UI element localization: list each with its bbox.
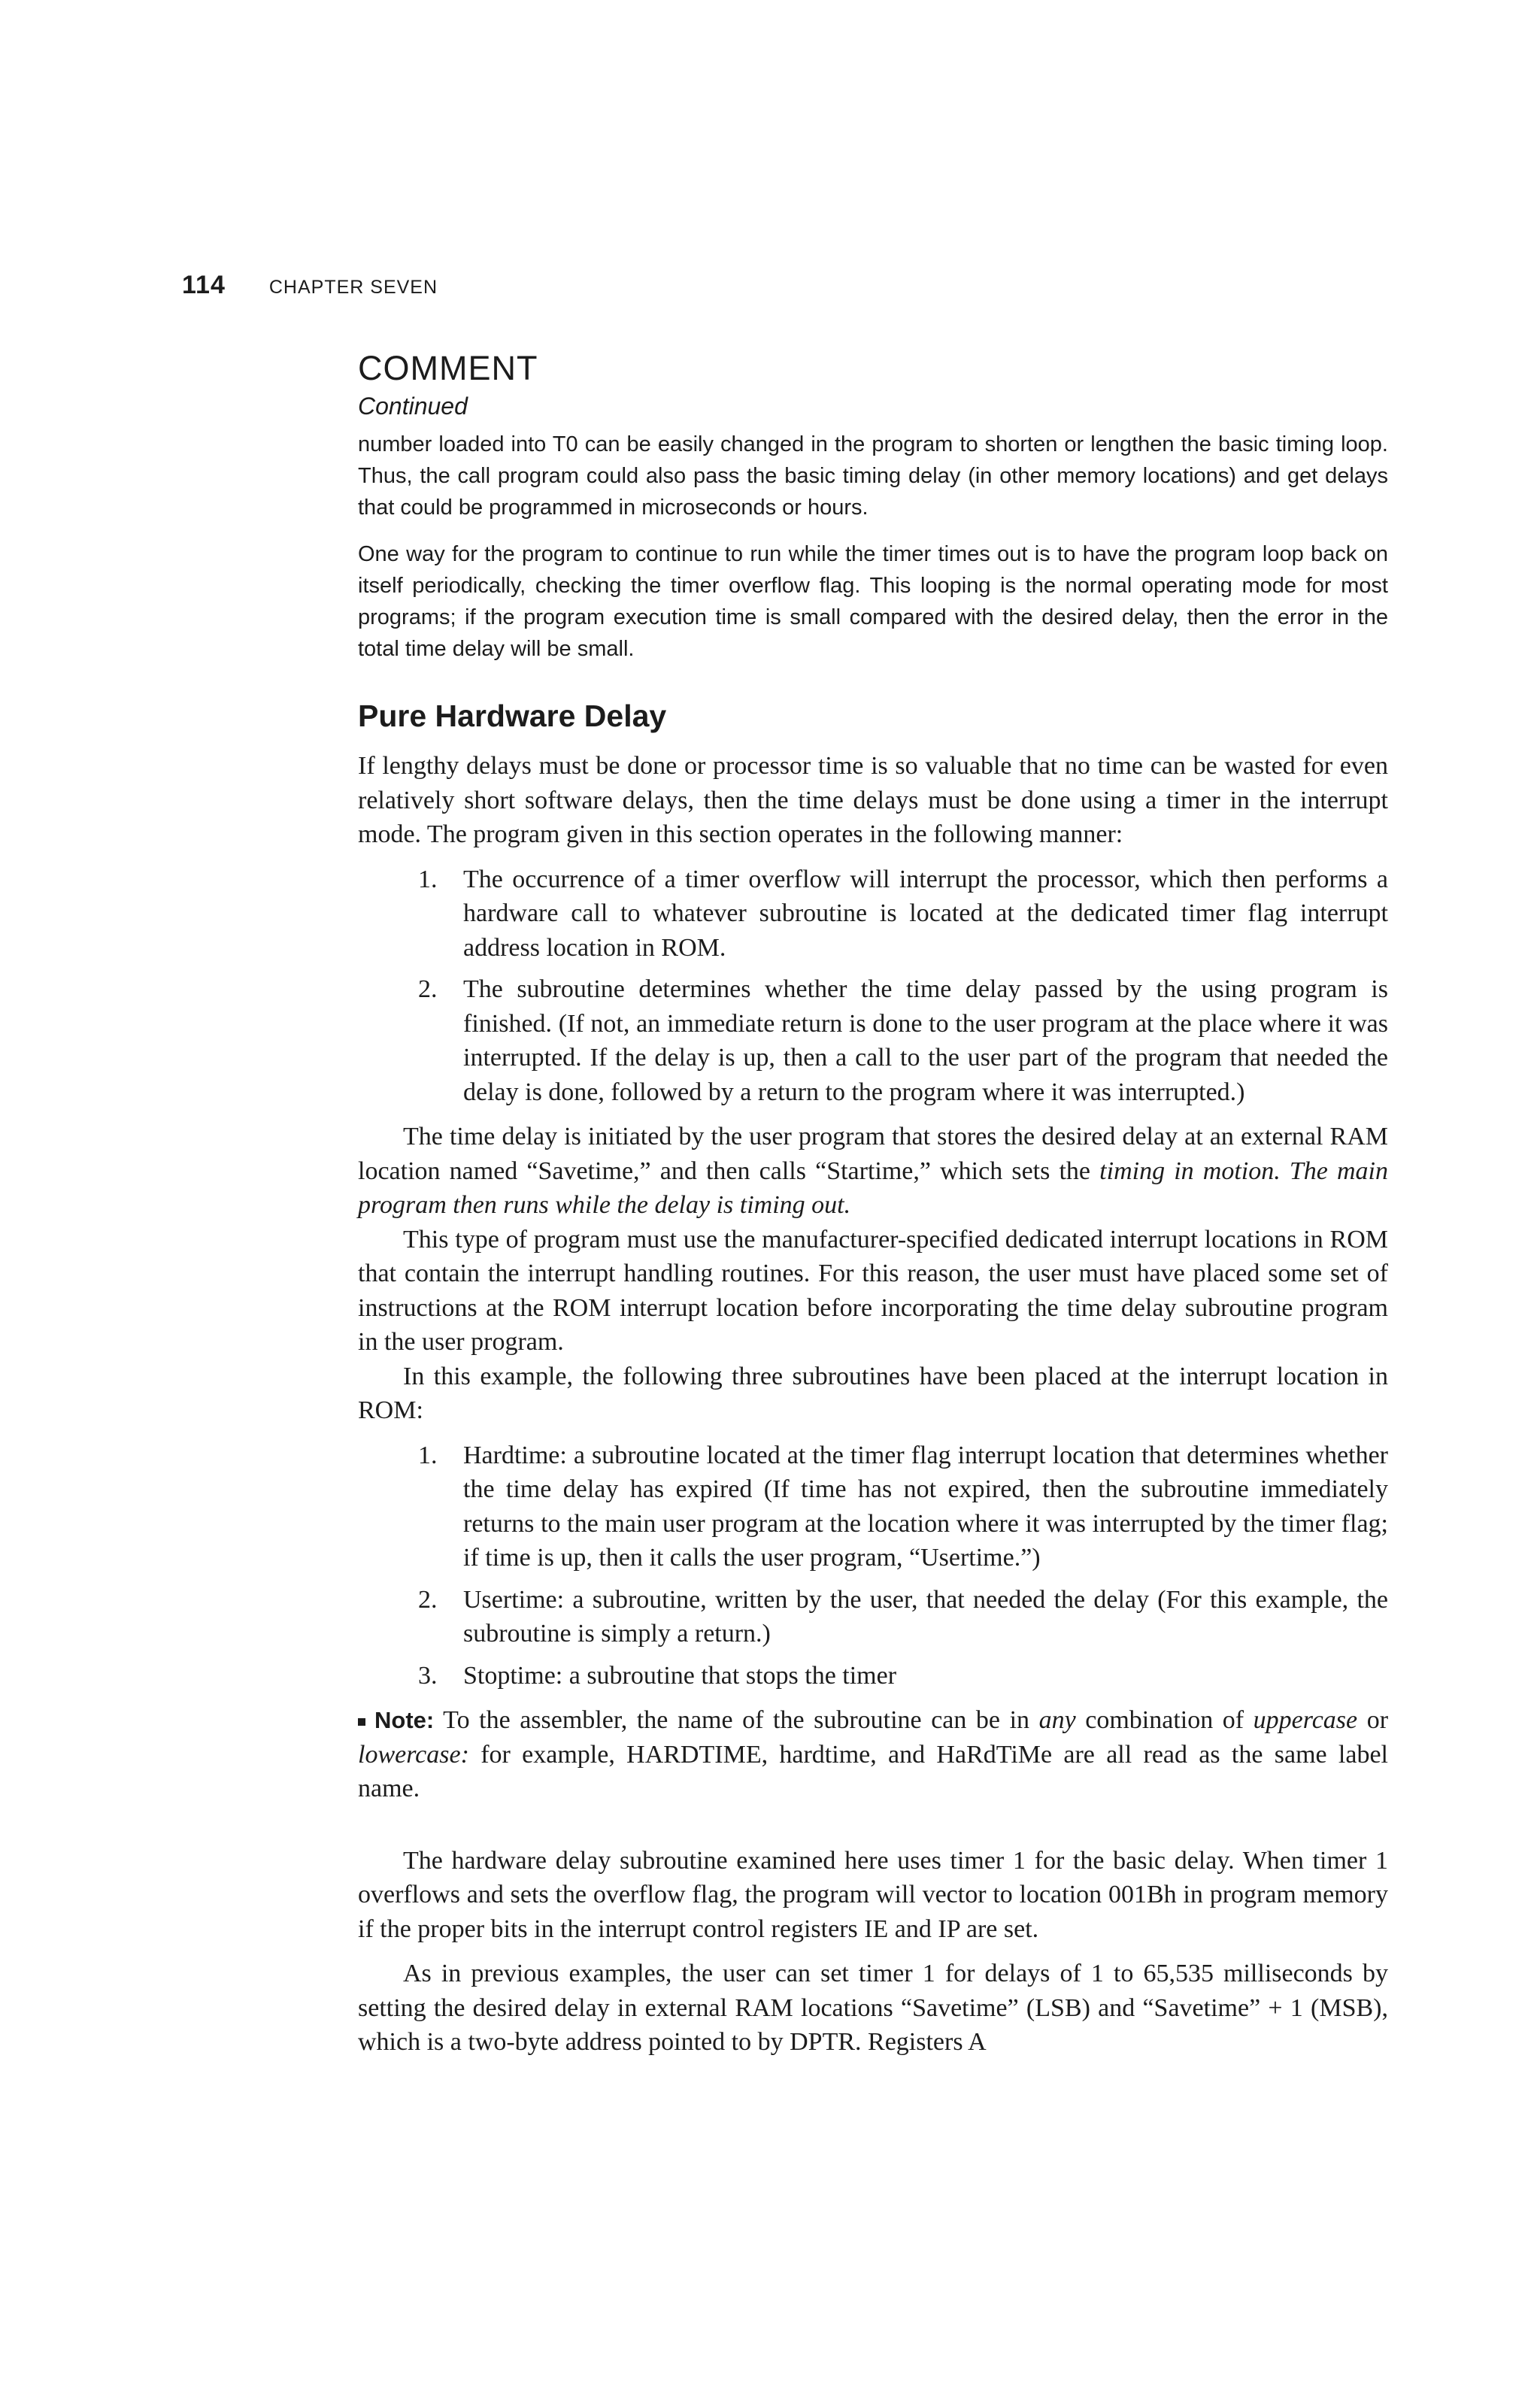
body-text — [358, 749, 1388, 2060]
note-emphasis: uppercase — [1253, 1706, 1358, 1734]
intro-paragraph: If lengthy delays must be done or processor time is so valuable that no time can be wasted for even relatively short software delays, then the time delays must be done using a timer in the interrupt mode. The program given in this section operates in the following manner: — [358, 752, 1388, 848]
comment-heading: COMMENT — [358, 349, 538, 387]
list-number: 3. — [418, 1661, 438, 1690]
note-label: Note: — [374, 1707, 435, 1733]
list-text: Stoptime: a subroutine that stops the timer — [463, 1661, 897, 1690]
initiated-text: The time delay is initiated by the user program that stores the desired delay at an external RAM location named “Savetime,” and then calls “Startime,” which sets the — [358, 1123, 1388, 1185]
comment-subheading: Continued — [358, 393, 468, 420]
list-number: 1. — [418, 1441, 438, 1469]
list-item — [358, 972, 1388, 1109]
note-emphasis: lowercase: — [358, 1740, 469, 1769]
comment-paragraph: number loaded into T0 can be easily changed in the program to shorten or lengthen the basic timing loop. Thus, the call program could also pass the basic timing delay (in other memory locations) and get delays that could be programmed in microseconds or hours. — [358, 432, 1388, 520]
note-text: or — [1366, 1706, 1389, 1734]
note-paragraph — [358, 1703, 1388, 1806]
operation-steps-list — [358, 862, 1388, 1110]
section-title: Pure Hardware Delay — [358, 699, 667, 733]
initiated-italic-text: timing in motion. The main program then runs while the delay is timing out. — [358, 1157, 1389, 1219]
running-head — [182, 271, 438, 308]
previous-examples-paragraph: As in previous examples, the user can set timer 1 for delays of 1 to 65,535 milliseconds by setting the desired delay in external RAM locations “Savetime” (LSB) and “Savetime” + 1 (MSB), which is a two-byte address pointed to by DPTR. Registers A — [358, 1960, 1388, 2056]
initiated-paragraph — [358, 1120, 1388, 1223]
list-item — [358, 1583, 1388, 1651]
list-text: Usertime: a subroutine, written by the user, that needed the delay (For this example, the subroutine is simply a return.) — [463, 1585, 1388, 1648]
note-text: for example, HARDTIME, hardtime, and HaRdTiMe are all read as the same label name. — [358, 1740, 1389, 1802]
list-number: 2. — [418, 975, 438, 1003]
chapter-label: CHAPTER SEVEN — [268, 277, 438, 298]
example-paragraph: In this example, the following three subroutines have been placed at the interrupt location in ROM: — [358, 1362, 1388, 1424]
page-number: 114 — [182, 271, 226, 299]
list-text: The subroutine determines whether the time delay passed by the using program is finished. (If not, an immediate return is done to the user program at the place where it was interrupted. If the delay is up, then a call to the user part of the program that needed the delay is done, followed by a return to the program where it was interrupted.) — [463, 975, 1388, 1106]
note-emphasis: any — [1038, 1706, 1076, 1734]
list-item — [358, 1659, 1388, 1693]
bullet-icon — [358, 1718, 365, 1726]
subroutines-list — [358, 1438, 1388, 1693]
list-item — [358, 1438, 1388, 1575]
hardware-paragraph: The hardware delay subroutine examined here uses timer 1 for the basic delay. When timer 1 overflows and sets the overflow flag, the program will vector to location 001Bh in program memory if the proper bits in the interrupt control registers IE and IP are set. — [358, 1846, 1388, 1943]
list-number: 2. — [418, 1585, 438, 1614]
comment-paragraph: One way for the program to continue to run while the timer times out is to have the program loop back on itself periodically, checking the timer overflow flag. This looping is the normal operating mode for most programs; if the program execution time is small compared with the desired delay, then the error in the total time delay will be small. — [358, 542, 1388, 661]
list-item — [358, 862, 1388, 966]
comment-box — [358, 347, 1388, 680]
note-text: combination of — [1085, 1706, 1244, 1734]
program-type-paragraph: This type of program must use the manufacturer-specified dedicated interrupt locations in ROM that contain the interrupt handling routines. For this reason, the user must have placed some set of instructions at the ROM interrupt location before incorporating the time delay subroutine program in the user program. — [358, 1225, 1388, 1356]
list-number: 1. — [418, 865, 438, 893]
note-text: To the assembler, the name of the subroutine can be in — [443, 1706, 1030, 1734]
list-text: The occurrence of a timer overflow will interrupt the processor, which then performs a hardware call to whatever subroutine is located at the dedicated timer flag interrupt address location in ROM. — [463, 865, 1388, 962]
list-text: Hardtime: a subroutine located at the timer flag interrupt location that determines whether the time delay has expired (If time has not expired, then the subroutine immediately returns to the main user program at the location where it was interrupted by the timer flag; if time is up, then it calls the user program, “Usertime.”) — [463, 1441, 1388, 1572]
